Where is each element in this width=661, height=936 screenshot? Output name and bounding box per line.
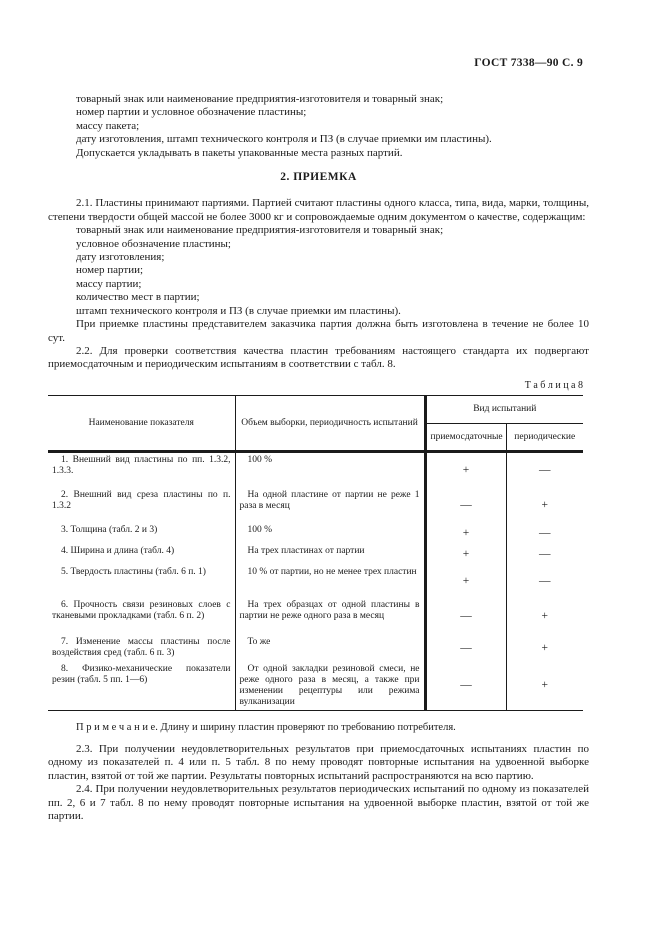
cell-sample-volume: 100 % bbox=[235, 523, 425, 544]
cell-indicator-name: 1. Внешний вид пластины по пп. 1.3.2, 1.3.3. bbox=[48, 452, 235, 488]
cell-acceptance-mark: + bbox=[425, 452, 506, 488]
document-body bbox=[48, 93, 589, 823]
intro-line: товарный знак или наименование предприятия-изготовителя и товарный знак; bbox=[76, 93, 444, 105]
table-section bbox=[48, 379, 583, 711]
paragraph-2-1: 2.1. Пластины принимают партиями. Партией считают пластины одного класса, типа, вида, марки, толщины, степени твердости общей массой не более 3000 кг и сопровождаемые одним документом о качестве, содержащим: bbox=[48, 197, 589, 223]
cell-periodic-mark: — bbox=[539, 463, 551, 476]
cell-sample-volume: От одной закладки резиновой смеси, не реже одного раза в месяц, а также при изменении рецептуры или режима вулканизации bbox=[235, 662, 425, 711]
cell-periodic-mark: + bbox=[541, 498, 548, 511]
cell-periodic-mark: — bbox=[539, 547, 551, 560]
cell-indicator-name: 8. Физико-механические показатели резин (табл. 5 пп. 1—6) bbox=[48, 662, 235, 711]
list-item: массу партии; bbox=[76, 277, 142, 290]
cell-sample-volume: 10 % от партии, но не менее трех пластин bbox=[235, 565, 425, 598]
cell-periodic-mark: + bbox=[541, 679, 548, 692]
cell-acceptance-mark: — bbox=[425, 635, 506, 662]
cell-indicator-name: 2. Внешний вид среза пластины по п. 1.3.2 bbox=[48, 488, 235, 523]
column-header-periodic: периодические bbox=[506, 424, 583, 452]
table-row bbox=[48, 544, 583, 565]
table-row bbox=[48, 565, 583, 598]
intro-line: дату изготовления, штамп технического контроля и ПЗ (в случае приемки им пластины). bbox=[76, 133, 492, 146]
table-row bbox=[48, 488, 583, 523]
list-item: номер партии; bbox=[76, 264, 144, 277]
table-header-row bbox=[48, 396, 583, 424]
cell-sample-volume: То же bbox=[235, 635, 425, 662]
paragraph-2-3: 2.3. При получении неудовлетворительных результатов при приемосдаточных испытаниях пластин по одному из показателей п. 4 или п. 5 табл. 8 по нему проводят повторные испытания на удвоенной выборке пластин, взятой от той же партии. Результаты повторных испытаний распространяются на всю партию. bbox=[48, 743, 589, 782]
cell-periodic-mark: — bbox=[539, 574, 551, 587]
table-row bbox=[48, 452, 583, 488]
cell-periodic-mark: — bbox=[539, 526, 551, 539]
column-header-test-type: Вид испытаний bbox=[425, 396, 583, 424]
tests-table bbox=[48, 395, 583, 711]
paragraph-acceptance: При приемке пластины представителем заказчика партия должна быть изготовлена в течение не более 10 сут. bbox=[48, 318, 589, 344]
column-header-volume: Объем выборки, периодичность испытаний bbox=[235, 396, 425, 452]
table-row bbox=[48, 598, 583, 635]
paragraph-2-4: 2.4. При получении неудовлетворительных результатов периодических испытаний по одному из показателей пп. 2, 6 и 7 табл. 8 по нему проводят повторные испытания на удвоенной выборке пластин, взятой от той же партии. bbox=[48, 783, 589, 823]
intro-line: номер партии и условное обозначение пластины; bbox=[76, 106, 307, 119]
cell-acceptance-mark: + bbox=[425, 565, 506, 598]
column-header-acceptance: приемосдаточные bbox=[425, 424, 506, 452]
cell-acceptance-mark: — bbox=[425, 488, 506, 523]
list-item: штамп технического контроля и ПЗ (в случае приемки им пластины). bbox=[76, 304, 401, 317]
intro-line: Допускается укладывать в пакеты упакованные места разных партий. bbox=[76, 146, 403, 159]
paragraph-2-2: 2.2. Для проверки соответствия качества пластин требованиям настоящего стандарта их подвергают приемосдаточным и периодическим испытаниям в соответствии с табл. 8. bbox=[48, 344, 589, 371]
section-title: 2. ПРИЕМКА bbox=[280, 171, 357, 184]
list-item: дату изготовления; bbox=[76, 251, 165, 264]
cell-indicator-name: 6. Прочность связи резиновых слоев с тканевыми прокладками (табл. 6 п. 2) bbox=[48, 598, 235, 635]
list-item: условное обозначение пластины; bbox=[76, 237, 231, 250]
cell-periodic-mark: + bbox=[541, 641, 548, 654]
cell-indicator-name: 5. Твердость пластины (табл. 6 п. 1) bbox=[48, 565, 235, 598]
page-header-reference: ГОСТ 7338—90 С. 9 bbox=[474, 57, 583, 69]
table-note: П р и м е ч а н и е. Длину и ширину пластин проверяют по требованию потребителя. bbox=[76, 721, 456, 733]
cell-sample-volume: На одной пластине от партии не реже 1 раза в месяц bbox=[235, 488, 425, 523]
cell-acceptance-mark: + bbox=[425, 544, 506, 565]
cell-indicator-name: 3. Толщина (табл. 2 и 3) bbox=[48, 523, 235, 544]
intro-line: массу пакета; bbox=[76, 119, 140, 132]
cell-acceptance-mark: — bbox=[425, 662, 506, 711]
cell-sample-volume: На трех пластинах от партии bbox=[235, 544, 425, 565]
cell-acceptance-mark: + bbox=[425, 523, 506, 544]
cell-sample-volume: На трех образцах от одной пластины в партии не реже одного раза в месяц bbox=[235, 598, 425, 635]
cell-indicator-name: 4. Ширина и длина (табл. 4) bbox=[48, 544, 235, 565]
cell-sample-volume: 100 % bbox=[235, 452, 425, 488]
column-header-name: Наименование показателя bbox=[48, 396, 235, 452]
table-row bbox=[48, 635, 583, 662]
list-item: товарный знак или наименование предприятия-изготовителя и товарный знак; bbox=[76, 224, 444, 237]
list-item: количество мест в партии; bbox=[76, 291, 200, 304]
table-label: Т а б л и ц а 8 bbox=[524, 379, 583, 391]
cell-periodic-mark: + bbox=[541, 609, 548, 622]
table-row bbox=[48, 662, 583, 711]
table-row bbox=[48, 523, 583, 544]
cell-indicator-name: 7. Изменение массы пластины после воздействия сред (табл. 6 п. 3) bbox=[48, 635, 235, 662]
cell-acceptance-mark: — bbox=[425, 598, 506, 635]
